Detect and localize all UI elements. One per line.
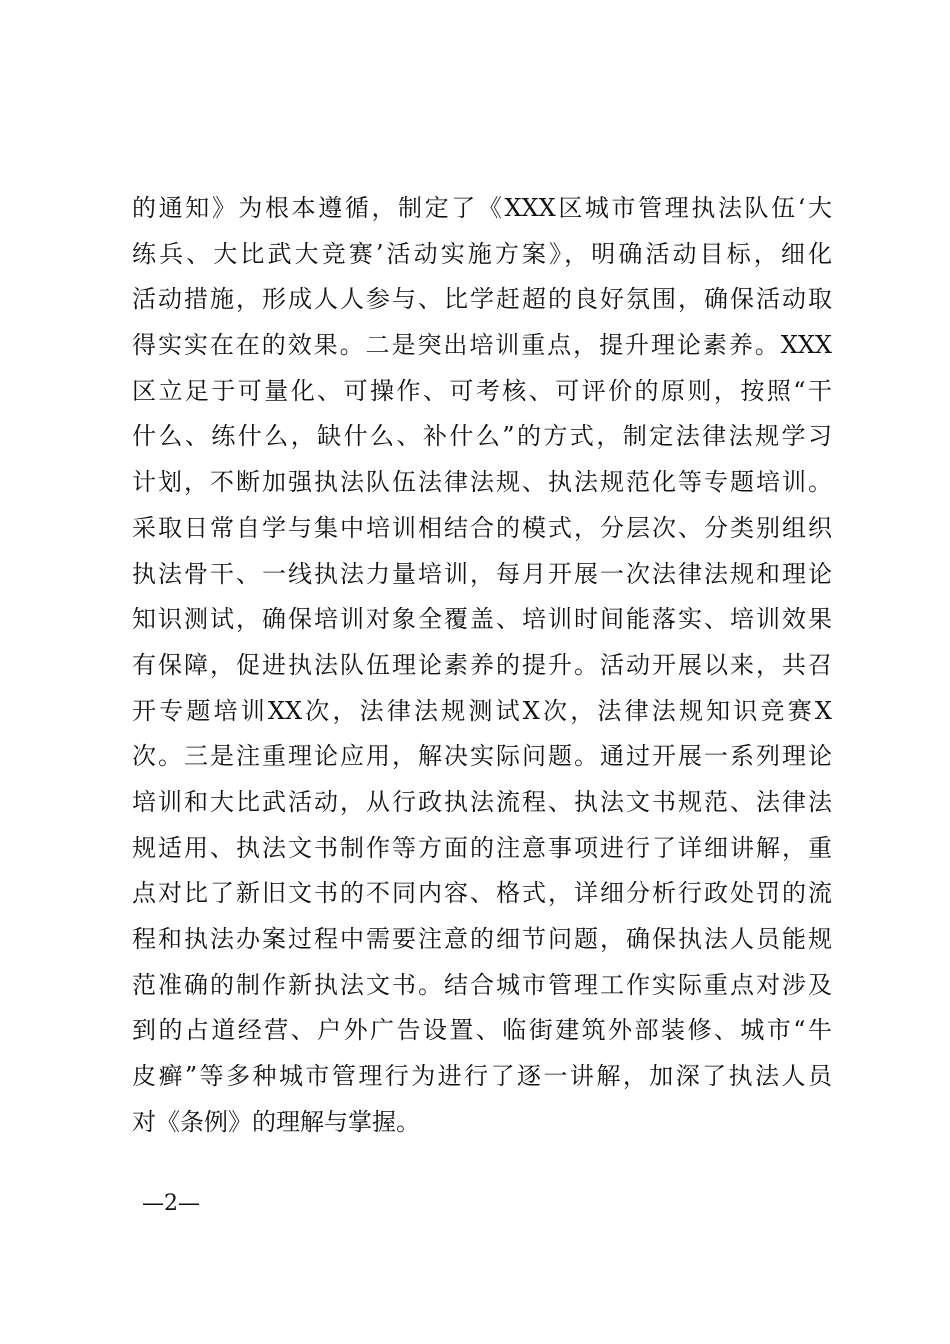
text-line: 活动措施，形成人人参与、比学赶超的良好氛围，确保活动取 xyxy=(132,285,832,314)
page-number: —2— xyxy=(142,1191,200,1216)
text-line: 到的占道经营、户外广告设置、临街建筑外部装修、城市“牛 xyxy=(132,1016,832,1045)
text-line: 得实实在在的效果。二是突出培训重点，提升理论素养。XXX xyxy=(132,331,832,360)
text-line: 的通知》为根本遵循，制定了《XXX区城市管理执法队伍‘大 xyxy=(132,194,832,222)
text-line: 程和执法办案过程中需要注意的细节问题，确保执法人员能规 xyxy=(132,925,832,953)
text-line: 点对比了新旧文书的不同内容、格式，详细分析行政处罚的流 xyxy=(132,879,832,908)
text-line: 对《条例》的理解与掌握。 xyxy=(132,1107,420,1136)
body-paragraph xyxy=(132,186,832,1145)
text-line: 采取日常自学与集中培训相结合的模式，分层次、分类别组织 xyxy=(132,513,832,542)
text-line: 区立足于可量化、可操作、可考核、可评价的原则，按照“干 xyxy=(132,376,832,405)
text-line: 练兵、大比武大竞赛’活动实施方案》，明确活动目标，细化 xyxy=(132,239,832,268)
text-line: 次。三是注重理论应用，解决实际问题。通过开展一系列理论 xyxy=(132,742,832,771)
text-line: 什么、练什么，缺什么、补什么”的方式，制定法律法规学习 xyxy=(132,422,832,451)
text-line: 皮癣”等多种城市管理行为进行了逐一讲解，加深了执法人员 xyxy=(132,1062,832,1091)
text-line: 执法骨干、一线执法力量培训，每月开展一次法律法规和理论 xyxy=(132,559,832,588)
text-line: 培训和大比武活动，从行政执法流程、执法文书规范、法律法 xyxy=(132,787,832,816)
text-line: 计划，不断加强执法队伍法律法规、执法规范化等专题培训。 xyxy=(132,468,832,497)
text-line: 范准确的制作新执法文书。结合城市管理工作实际重点对涉及 xyxy=(132,970,832,999)
text-line: 有保障，促进执法队伍理论素养的提升。活动开展以来，共召 xyxy=(132,650,832,679)
text-line: 知识测试，确保培训对象全覆盖、培训时间能落实、培训效果 xyxy=(132,605,832,634)
text-line: 开专题培训XX次，法律法规测试X次，法律法规知识竞赛X xyxy=(132,696,832,725)
text-line: 规适用、执法文书制作等方面的注意事项进行了详细讲解，重 xyxy=(132,833,832,862)
